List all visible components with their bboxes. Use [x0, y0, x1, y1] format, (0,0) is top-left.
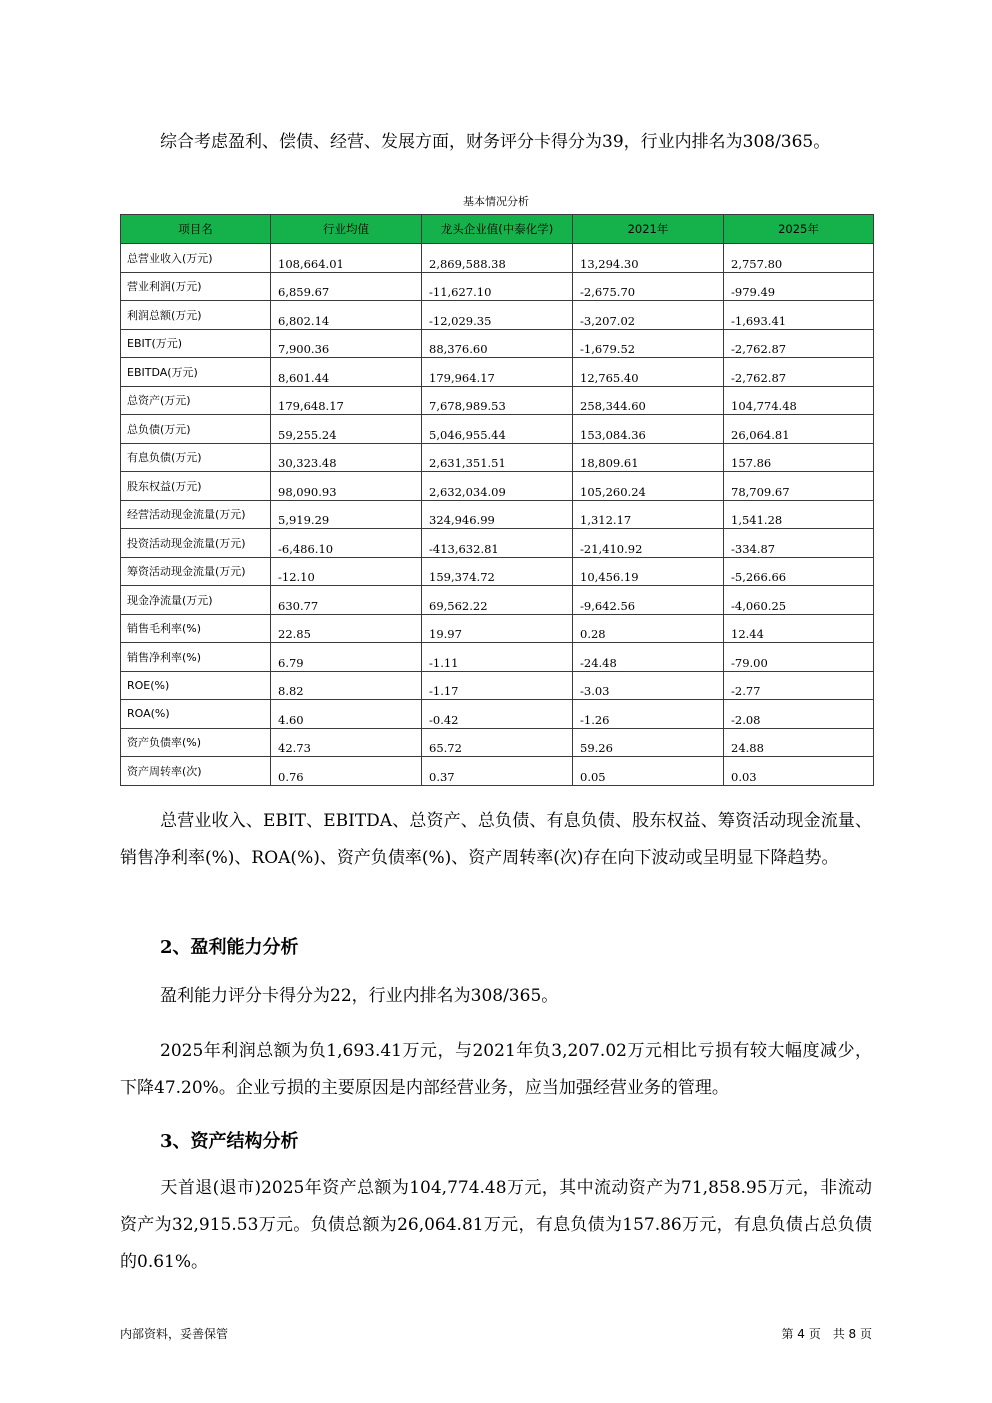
row-label: 总负债(万元) — [121, 415, 271, 444]
table-cell: -24.48 — [573, 643, 724, 672]
table-row — [121, 557, 874, 586]
row-label: 资产周转率(次) — [121, 757, 271, 786]
table-cell: 324,946.99 — [422, 500, 573, 529]
header-2025: 2025年 — [724, 215, 874, 244]
table-cell: 2,632,034.09 — [422, 472, 573, 501]
table-cell: 42.73 — [271, 728, 422, 757]
table-cell: 1,312.17 — [573, 500, 724, 529]
table-cell: 2,869,588.38 — [422, 244, 573, 273]
table-cell: -5,266.66 — [724, 557, 874, 586]
table-cell: -6,486.10 — [271, 529, 422, 558]
table-cell: 0.37 — [422, 757, 573, 786]
table-cell: 2,631,351.51 — [422, 443, 573, 472]
table-row — [121, 272, 874, 301]
row-label: 销售毛利率(%) — [121, 614, 271, 643]
table-cell: 157.86 — [724, 443, 874, 472]
header-leader: 龙头企业值(中泰化学) — [422, 215, 573, 244]
table-cell: -0.42 — [422, 700, 573, 729]
table-cell: 2,757.80 — [724, 244, 874, 273]
table-cell: -1.26 — [573, 700, 724, 729]
table-cell: -334.87 — [724, 529, 874, 558]
table-cell: 22.85 — [271, 614, 422, 643]
intro-text: 综合考虑盈利、偿债、经营、发展方面，财务评分卡得分为39，行业内排名为308/365。 — [160, 132, 831, 152]
table-cell: -1.17 — [422, 671, 573, 700]
table-cell: 108,664.01 — [271, 244, 422, 273]
section2-paragraph — [120, 1033, 872, 1107]
table-cell: 105,260.24 — [573, 472, 724, 501]
table-cell: 26,064.81 — [724, 415, 874, 444]
table-cell: 18,809.61 — [573, 443, 724, 472]
header-item: 项目名 — [121, 215, 271, 244]
table-cell: 1,541.28 — [724, 500, 874, 529]
table-cell: -21,410.92 — [573, 529, 724, 558]
table-cell: -12.10 — [271, 557, 422, 586]
table-cell: 5,046,955.44 — [422, 415, 573, 444]
table-cell: 69,562.22 — [422, 586, 573, 615]
table-cell: 104,774.48 — [724, 386, 874, 415]
footer-page-number: 第 4 页 共 8 页 — [781, 1327, 872, 1341]
table-row — [121, 301, 874, 330]
table-row — [121, 757, 874, 786]
table-caption: 基本情况分析 — [463, 195, 529, 208]
table-cell: 5,919.29 — [271, 500, 422, 529]
table-cell: 8.82 — [271, 671, 422, 700]
row-label: 利润总额(万元) — [121, 301, 271, 330]
table-row — [121, 586, 874, 615]
table-cell: -2,762.87 — [724, 358, 874, 387]
table-cell: 159,374.72 — [422, 557, 573, 586]
table-cell: -3,207.02 — [573, 301, 724, 330]
table-cell: 88,376.60 — [422, 329, 573, 358]
table-row — [121, 443, 874, 472]
table-cell: 10,456.19 — [573, 557, 724, 586]
section2-score — [120, 978, 872, 1015]
table-cell: 0.03 — [724, 757, 874, 786]
table-cell: -979.49 — [724, 272, 874, 301]
table-cell: 6.79 — [271, 643, 422, 672]
table-cell: 19.97 — [422, 614, 573, 643]
table-cell: 59,255.24 — [271, 415, 422, 444]
row-label: ROE(%) — [121, 671, 271, 700]
table-row — [121, 244, 874, 273]
table-cell: -2,675.70 — [573, 272, 724, 301]
table-row — [121, 700, 874, 729]
table-cell: -9,642.56 — [573, 586, 724, 615]
row-label: 投资活动现金流量(万元) — [121, 529, 271, 558]
table-cell: -11,627.10 — [422, 272, 573, 301]
section2-score-text: 盈利能力评分卡得分为22，行业内排名为308/365。 — [160, 986, 559, 1006]
table-cell: 59.26 — [573, 728, 724, 757]
row-label: 总营业收入(万元) — [121, 244, 271, 273]
section2-text: 2025年利润总额为负1,693.41万元，与2021年负3,207.02万元相比亏损有较大幅度减少，下降47.20%。企业亏损的主要原因是内部经营业务，应当加强经营业务的管理。 — [120, 1041, 872, 1098]
row-label: 销售净利率(%) — [121, 643, 271, 672]
section3-heading: 3、资产结构分析 — [160, 1131, 299, 1152]
table-cell: 13,294.30 — [573, 244, 724, 273]
summary-text: 总营业收入、EBIT、EBITDA、总资产、总负债、有息负债、股东权益、筹资活动现金流量、销售净利率(%)、ROA(%)、资产负债率(%)、资产周转率(次)存在向下波动或呈明显下降趋势。 — [120, 811, 872, 868]
table-cell: 30,323.48 — [271, 443, 422, 472]
row-label: ROA(%) — [121, 700, 271, 729]
table-cell: -2.77 — [724, 671, 874, 700]
table-cell: -413,632.81 — [422, 529, 573, 558]
table-cell: -3.03 — [573, 671, 724, 700]
table-cell: 12,765.40 — [573, 358, 724, 387]
table-cell: 7,678,989.53 — [422, 386, 573, 415]
table-row — [121, 358, 874, 387]
row-label: 现金净流量(万元) — [121, 586, 271, 615]
table-cell: -4,060.25 — [724, 586, 874, 615]
section2-heading: 2、盈利能力分析 — [160, 937, 299, 958]
table-cell: 6,859.67 — [271, 272, 422, 301]
table-cell: -1,679.52 — [573, 329, 724, 358]
basic-info-table — [120, 214, 874, 786]
header-industry-avg: 行业均值 — [271, 215, 422, 244]
table-cell: 0.76 — [271, 757, 422, 786]
table-cell: -12,029.35 — [422, 301, 573, 330]
table-cell: 98,090.93 — [271, 472, 422, 501]
table-cell: 65.72 — [422, 728, 573, 757]
table-cell: 4.60 — [271, 700, 422, 729]
table-cell: -2.08 — [724, 700, 874, 729]
intro-paragraph — [120, 124, 872, 161]
table-cell: -1,693.41 — [724, 301, 874, 330]
table-cell: 78,709.67 — [724, 472, 874, 501]
table-row — [121, 643, 874, 672]
table-row — [121, 671, 874, 700]
header-2021: 2021年 — [573, 215, 724, 244]
table-cell: 179,648.17 — [271, 386, 422, 415]
row-label: 股东权益(万元) — [121, 472, 271, 501]
row-label: 资产负债率(%) — [121, 728, 271, 757]
row-label: 经营活动现金流量(万元) — [121, 500, 271, 529]
table-row — [121, 614, 874, 643]
table-row — [121, 329, 874, 358]
table-row — [121, 472, 874, 501]
table-cell: -79.00 — [724, 643, 874, 672]
table-cell: 6,802.14 — [271, 301, 422, 330]
table-row — [121, 415, 874, 444]
section3-text: 天首退(退市)2025年资产总额为104,774.48万元，其中流动资产为71,858.95万元，非流动资产为32,915.53万元。负债总额为26,064.81万元，有息负债为157.86万元，有息负债占总负债的0.61%。 — [120, 1178, 872, 1272]
table-row — [121, 386, 874, 415]
table-row — [121, 500, 874, 529]
row-label: 总资产(万元) — [121, 386, 271, 415]
table-cell: 0.28 — [573, 614, 724, 643]
row-label: EBITDA(万元) — [121, 358, 271, 387]
table-row — [121, 529, 874, 558]
table-cell: 153,084.36 — [573, 415, 724, 444]
table-cell: 0.05 — [573, 757, 724, 786]
table-row — [121, 728, 874, 757]
section3-paragraph — [120, 1170, 872, 1281]
footer-confidential: 内部资料，妥善保管 — [120, 1327, 229, 1341]
table-cell: 24.88 — [724, 728, 874, 757]
row-label: 筹资活动现金流量(万元) — [121, 557, 271, 586]
table-cell: 630.77 — [271, 586, 422, 615]
table-cell: 179,964.17 — [422, 358, 573, 387]
table-cell: 12.44 — [724, 614, 874, 643]
summary-paragraph — [120, 803, 872, 877]
row-label: 营业利润(万元) — [121, 272, 271, 301]
table-cell: 8,601.44 — [271, 358, 422, 387]
table-cell: -2,762.87 — [724, 329, 874, 358]
table-cell: 7,900.36 — [271, 329, 422, 358]
table-header-row — [121, 215, 874, 244]
table-cell: -1.11 — [422, 643, 573, 672]
row-label: 有息负债(万元) — [121, 443, 271, 472]
row-label: EBIT(万元) — [121, 329, 271, 358]
table-cell: 258,344.60 — [573, 386, 724, 415]
